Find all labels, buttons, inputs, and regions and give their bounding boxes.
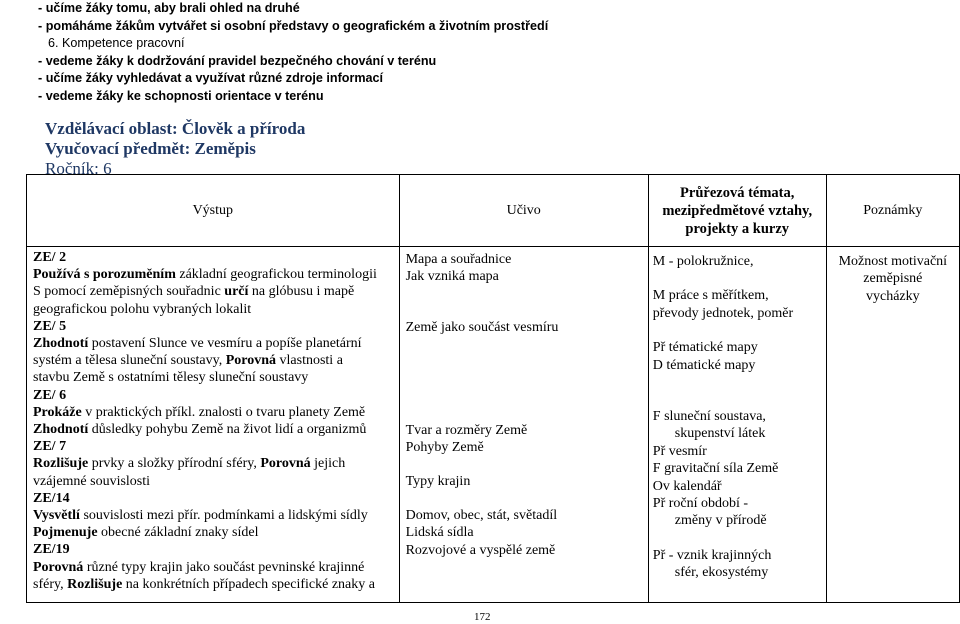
poznamky-line: vycházky: [866, 288, 920, 304]
temata-cell: [648, 247, 826, 603]
bold-text: Zhodnotí: [33, 336, 89, 352]
header-vystup: Výstup: [27, 175, 400, 247]
ucivo-item: Pohyby Země: [405, 439, 484, 455]
vystup-line: [33, 404, 395, 421]
intro-line: - učíme žáky tomu, aby brali ohled na druhé: [38, 1, 300, 15]
header-ucivo: Učivo: [399, 175, 648, 247]
subject-heading: Vyučovací předmět: Zeměpis: [45, 139, 256, 158]
vystup-line: [33, 541, 395, 558]
vystup-line: [33, 473, 395, 490]
text: základní geografickou terminologii: [175, 267, 377, 283]
temata-item: Př vesmír: [652, 443, 707, 459]
poznamky-cell: [826, 247, 959, 603]
temata-item: F sluneční soustava,: [652, 409, 766, 425]
bold-text: Porovná: [225, 353, 277, 369]
temata-item: M - polokružnice,: [652, 254, 754, 269]
table-row: [27, 247, 960, 603]
vystup-line: [33, 266, 395, 283]
bold-text: Rozlišuje: [33, 456, 89, 472]
text: postavení Slunce ve vesmíru a popíše planetární: [88, 336, 362, 352]
temata-item: Ov kalendář: [652, 478, 722, 494]
spacer: [406, 405, 646, 422]
vystup-line: [33, 369, 395, 386]
bold-text: ZE/14: [33, 490, 70, 506]
bold-text: Zhodnotí: [33, 422, 89, 438]
ucivo-item: Jak vzniká mapa: [405, 269, 499, 285]
vystup-line: [33, 490, 395, 507]
spacer: [653, 530, 824, 547]
vystup-line: [33, 507, 395, 524]
text: obecné základní znaky sídel: [97, 525, 259, 541]
curriculum-table: [26, 174, 960, 603]
vystup-line: [33, 576, 395, 593]
spacer: [406, 388, 646, 405]
spacer: [406, 371, 646, 388]
temata-item: změny v přírodě: [674, 513, 767, 529]
vystup-line: [33, 283, 395, 300]
bold-text: ZE/19: [33, 542, 70, 558]
vystup-line: [33, 438, 395, 455]
ucivo-item: Tvar a rozměry Země: [405, 422, 528, 438]
spacer: [653, 374, 824, 391]
text: systém a tělesa sluneční soustavy,: [33, 353, 226, 369]
text: na konkrétních případech specifické znaky a: [122, 576, 375, 592]
bold-text: ZE/ 2: [33, 250, 67, 265]
text: souvislosti mezi přír. podmínkami a lidskými sídly: [79, 508, 368, 524]
text: sféry,: [33, 576, 68, 592]
temata-item: M práce s měřítkem,: [652, 288, 769, 304]
ucivo-item: Rozvojové a vyspělé země: [405, 542, 556, 558]
vystup-line: [33, 524, 395, 541]
vystup-line: [33, 455, 395, 472]
bold-text: Vysvětlí: [33, 508, 80, 524]
temata-item: převody jednotek, poměr: [652, 305, 794, 321]
text: vlastnosti a: [276, 353, 343, 369]
bold-text: ZE/ 6: [33, 387, 67, 403]
vystup-line: [33, 421, 395, 438]
spacer: [406, 456, 646, 473]
spacer: [406, 354, 646, 371]
text: S pomocí zeměpisných souřadnic: [33, 284, 225, 300]
vystup-cell: [27, 247, 400, 603]
bold-text: Prokáže: [33, 404, 82, 420]
header-poznamky: Poznámky: [826, 175, 959, 247]
spacer: [406, 302, 646, 319]
poznamky-line: zeměpisné: [863, 271, 923, 287]
bold-text: Porovná: [33, 559, 84, 575]
text: jejich: [310, 456, 346, 472]
ucivo-item: Země jako součást vesmíru: [405, 320, 559, 336]
ucivo-item: Domov, obec, stát, světadíl: [405, 508, 558, 524]
spacer: [653, 322, 824, 339]
text: různé typy krajin jako součást pevninské krajinné: [83, 559, 365, 575]
vystup-line: [33, 249, 395, 266]
temata-item: F gravitační síla Země: [652, 461, 779, 477]
bold-text: ZE/ 5: [33, 318, 67, 334]
intro-line: 6. Kompetence pracovní: [48, 36, 185, 51]
ucivo-item: Typy krajin: [405, 474, 471, 490]
text: důsledky pohybu Země na život lidí a organizmů: [88, 422, 367, 438]
spacer: [653, 391, 824, 408]
header-temata: Průřezová témata, mezipředmětové vztahy, projekty a kurzy: [648, 175, 826, 247]
bold-text: Rozlišuje: [67, 576, 123, 592]
poznamky-line: Možnost motivační: [838, 254, 948, 269]
intro-line: - pomáháme žákům vytvářet si osobní představy o geografickém a životním prostředí: [38, 18, 549, 33]
vystup-line: [33, 387, 395, 404]
text: na glóbusu i mapě: [248, 284, 355, 300]
bold-text: Pojmenuje: [33, 525, 98, 541]
text: v praktických příkl. znalosti o tvaru planety Země: [81, 404, 366, 420]
table-header-row: [27, 175, 960, 247]
vystup-line: [33, 335, 395, 352]
text: geografickou polohu vybraných lokalit: [33, 301, 252, 317]
temata-item: skupenství látek: [674, 426, 766, 442]
temata-item: Př roční období -: [652, 496, 749, 512]
text: prvky a složky přírodní sféry,: [88, 456, 261, 472]
text: stavbu Země s ostatními tělesy sluneční soustavy: [33, 370, 309, 386]
area-heading: Vzdělávací oblast: Člověk a příroda: [45, 119, 306, 138]
bold-text: Porovná: [260, 456, 311, 472]
page-number: 172: [474, 611, 491, 623]
temata-item: Př tématické mapy: [652, 340, 758, 356]
grade-heading: Ročník: 6: [45, 159, 112, 178]
intro-line: - vedeme žáky ke schopnosti orientace v terénu: [38, 88, 324, 103]
ucivo-cell: [399, 247, 648, 603]
spacer: [406, 337, 646, 354]
temata-item: sfér, ekosystémy: [674, 565, 769, 581]
bold-text: ZE/ 7: [33, 439, 67, 455]
intro-text: [38, 0, 548, 106]
text: vzájemné souvislosti: [33, 473, 151, 489]
vystup-line: [33, 352, 395, 369]
bold-text: určí: [224, 284, 249, 300]
temata-item: Př - vznik krajinných: [652, 547, 772, 563]
vystup-line: [33, 559, 395, 576]
intro-line: - učíme žáky vyhledávat a využívat různé zdroje informací: [38, 71, 384, 86]
spacer: [406, 285, 646, 302]
vystup-line: [33, 318, 395, 335]
vystup-line: [33, 301, 395, 318]
spacer: [406, 490, 646, 507]
ucivo-item: Lidská sídla: [405, 525, 474, 541]
temata-item: D tématické mapy: [652, 357, 756, 373]
ucivo-item: Mapa a souřadnice: [405, 252, 512, 267]
bold-text: Používá s porozuměním: [33, 267, 176, 283]
intro-line: - vedeme žáky k dodržování pravidel bezpečného chování v terénu: [38, 53, 437, 68]
spacer: [653, 270, 824, 287]
